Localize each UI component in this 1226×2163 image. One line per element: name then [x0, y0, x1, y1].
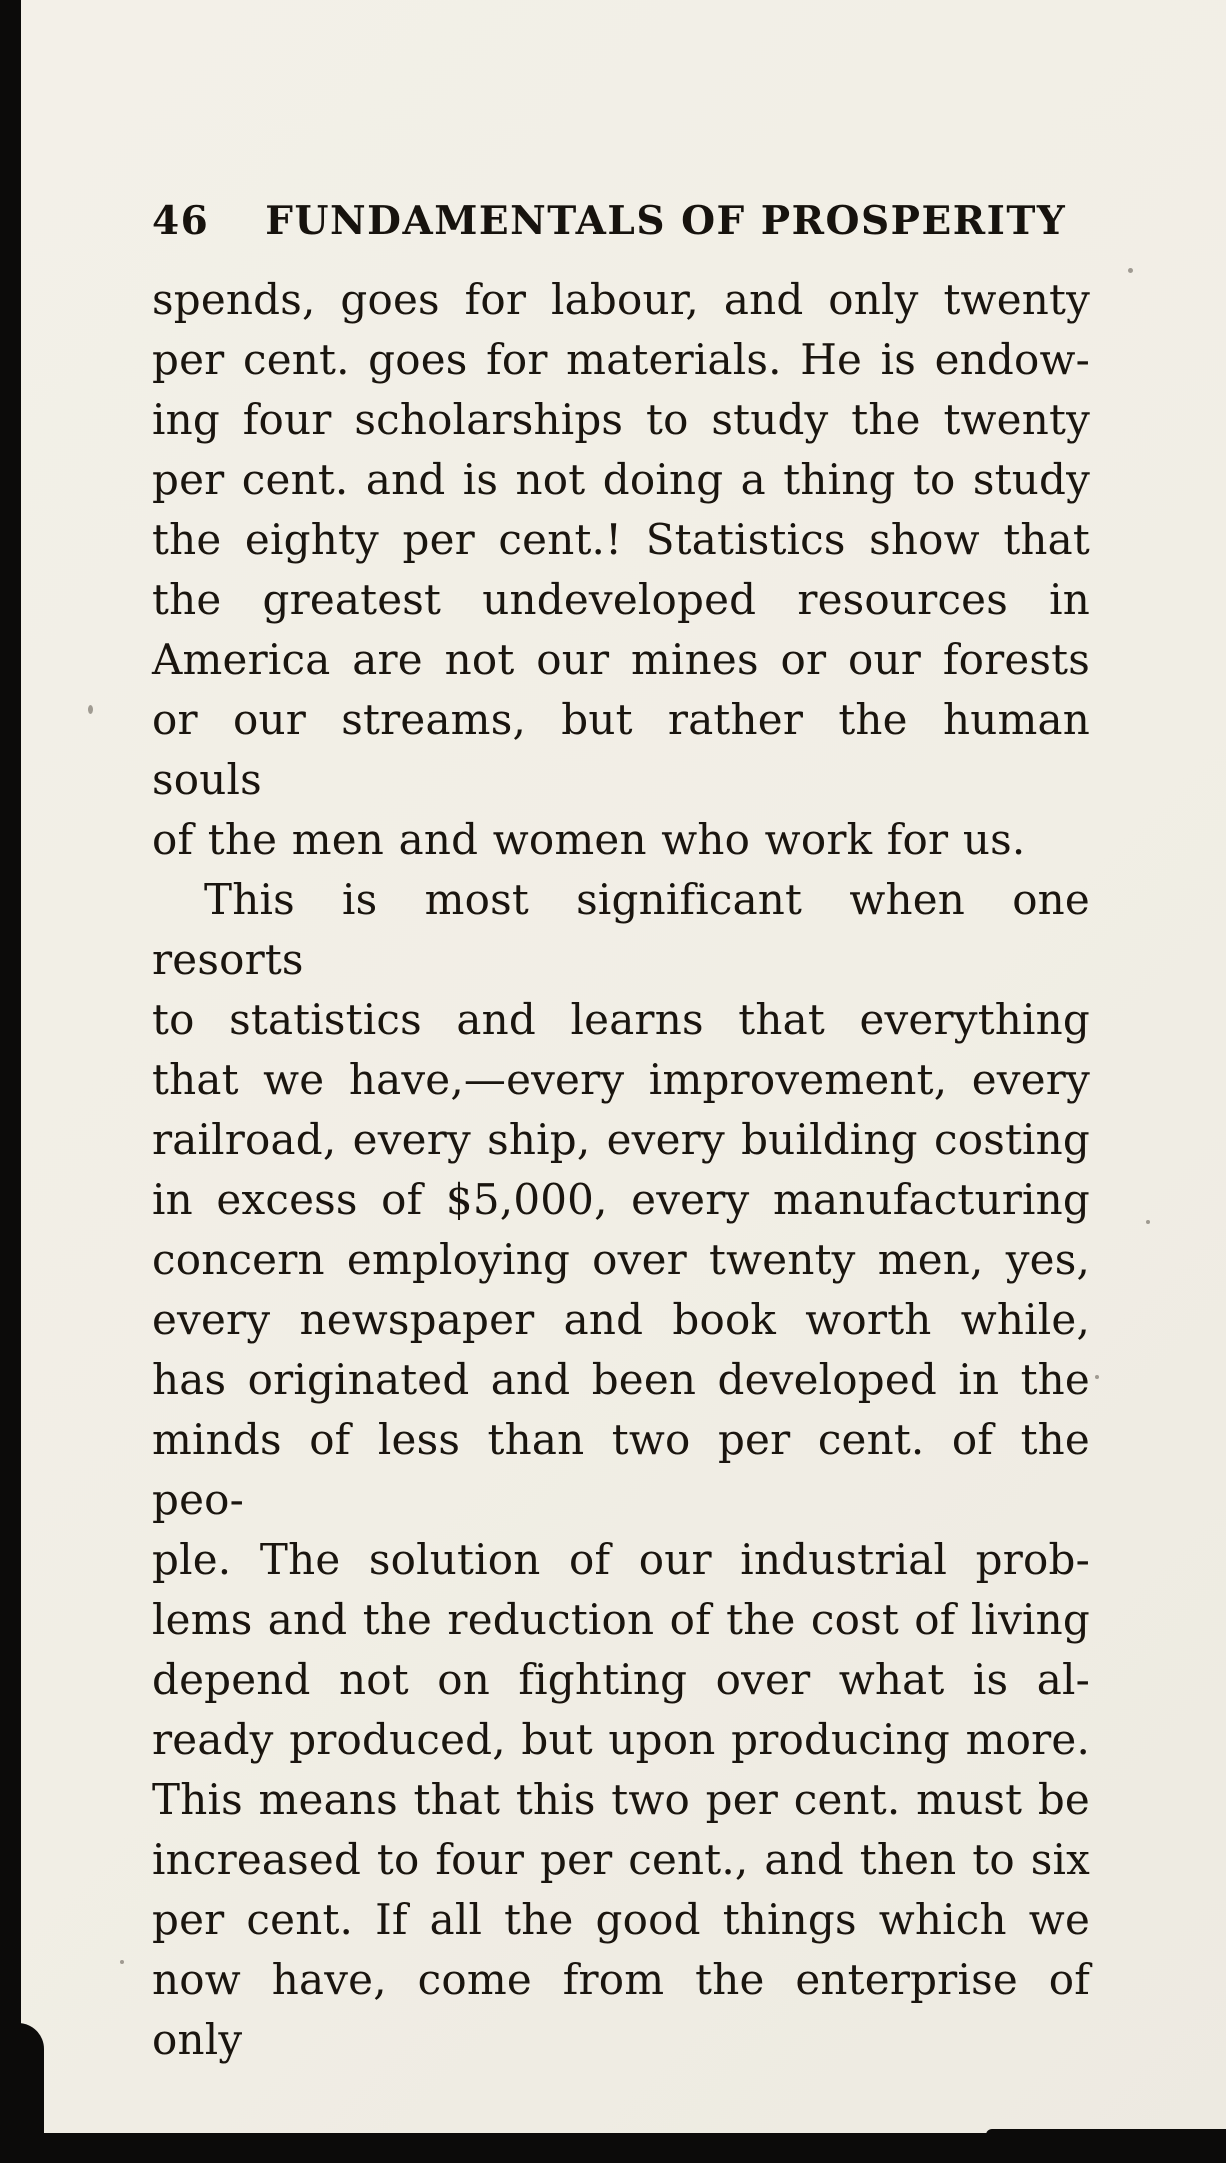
- text-line: increased to four per cent., and then to six: [152, 1835, 1090, 1884]
- text-line: that we have,—every improvement, every: [152, 1055, 1090, 1104]
- text-line: depend not on fighting over what is al-: [152, 1655, 1090, 1704]
- text-line: the eighty per cent.! Statistics show that: [152, 515, 1090, 564]
- scan-edge-left: [0, 0, 21, 2163]
- text-line: now have, come from the enterprise of only: [152, 1955, 1090, 2064]
- text-line: per cent. and is not doing a thing to study: [152, 455, 1090, 504]
- page-number: 46: [152, 198, 210, 244]
- text-line: ple. The solution of our industrial prob-: [152, 1535, 1090, 1584]
- text-line: per cent. goes for materials. He is endow-: [152, 335, 1090, 384]
- text-line: ready produced, but upon producing more.: [152, 1715, 1090, 1764]
- scan-speck: [88, 705, 93, 714]
- scan-speck: [1095, 1375, 1099, 1379]
- text-line: or our streams, but rather the human souls: [152, 695, 1090, 804]
- running-header: [152, 198, 1090, 244]
- text-line: the greatest undeveloped resources in: [152, 575, 1090, 624]
- scan-edge-bottom-right: [986, 2129, 1226, 2139]
- book-title-header: FUNDAMENTALS OF PROSPERITY: [265, 198, 1067, 244]
- text-line: This is most significant when one resorts: [152, 875, 1090, 984]
- body-text: [152, 270, 1090, 2070]
- text-line: America are not our mines or our forests: [152, 635, 1090, 684]
- text-line: per cent. If all the good things which we: [152, 1895, 1090, 1944]
- scan-speck: [1128, 268, 1133, 273]
- text-line: has originated and been developed in the: [152, 1355, 1090, 1404]
- scan-speck: [120, 1960, 124, 1964]
- text-line: This means that this two per cent. must be: [152, 1775, 1090, 1824]
- page-content: [152, 198, 1090, 2070]
- scan-speck: [1146, 1220, 1150, 1224]
- text-line: ing four scholarships to study the twenty: [152, 395, 1090, 444]
- text-line: in excess of $5,000, every manufacturing: [152, 1175, 1090, 1224]
- text-line: lems and the reduction of the cost of living: [152, 1595, 1090, 1644]
- text-line: to statistics and learns that everything: [152, 995, 1090, 1044]
- text-line: railroad, every ship, every building costing: [152, 1115, 1090, 1164]
- text-line: every newspaper and book worth while,: [152, 1295, 1090, 1344]
- paragraph: [152, 270, 1090, 870]
- text-line: spends, goes for labour, and only twenty: [152, 275, 1090, 324]
- paragraph: [152, 870, 1090, 2070]
- text-line: of the men and women who work for us.: [152, 815, 1026, 864]
- text-line: concern employing over twenty men, yes,: [152, 1235, 1090, 1284]
- text-line: minds of less than two per cent. of the peo-: [152, 1415, 1090, 1524]
